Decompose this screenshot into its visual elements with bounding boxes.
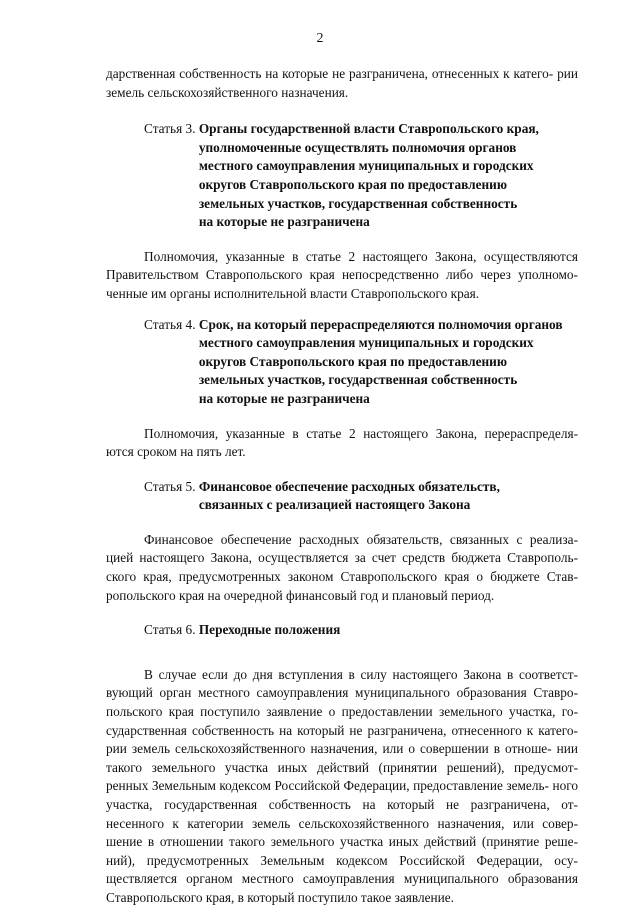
title-line: Переходные положения: [198, 622, 341, 638]
text-line: цией настоящего Закона, осуществляется за счет средств бюджета Ставрополь-: [106, 550, 578, 566]
title-line: местного самоуправления муниципальных и городских: [198, 335, 534, 351]
article-4-heading: [106, 316, 578, 409]
text-line: шение в отношении такого земельного участка иных действий (принятие реше-: [106, 834, 578, 850]
text-line: Ставропольского края, в который поступило такое заявление.: [106, 889, 454, 905]
article-title: [199, 478, 578, 515]
article-6-body: [106, 666, 578, 908]
text-line: рии земель сельскохозяйственного назначения.: [106, 66, 578, 100]
article-5-body: [106, 531, 578, 605]
text-line: ются сроком на пять лет.: [106, 444, 246, 460]
text-line: ществляется органом местного самоуправления муниципального образования: [106, 871, 578, 887]
text-line: Правительством Ставропольского края непосредственно либо через уполномо-: [106, 267, 578, 283]
article-label: Статья 6.: [144, 622, 199, 638]
text-line: рии земель сельскохозяйственного назначения, или о совершении в отноше-: [106, 741, 552, 757]
title-line: Органы государственной власти Ставропольского края,: [198, 121, 539, 137]
title-line: земельных участков, государственная собственность: [198, 372, 518, 388]
text-line: сударственная собственность на который не разграничена, отнесенного к катего-: [106, 722, 578, 738]
title-line: на которые не разграничена: [198, 390, 370, 406]
text-line: ний), предусмотренных Земельным кодексом Российской Федерации, осу-: [106, 852, 578, 868]
text-line: ропольского края на очередной финансовый год и плановый период.: [106, 587, 495, 603]
title-line: на которые не разграничена: [198, 214, 370, 230]
text-line: ренных Земельным кодексом Российской Федерации, предоставление земель-: [106, 778, 549, 794]
article-3-heading: [106, 120, 578, 232]
article-3-body: [106, 248, 578, 304]
text-line: ного участка, государственная собственность на который не разграничена, от-: [106, 778, 578, 812]
title-line: земельных участков, государственная собственность: [198, 195, 518, 211]
title-line: уполномоченные осуществлять полномочия органов: [198, 139, 517, 155]
article-label: Статья 3.: [144, 121, 199, 137]
title-line: округов Ставропольского края по предоставлению: [198, 353, 507, 369]
article-6-heading: [106, 621, 578, 640]
text-line: вующий орган местного самоуправления муниципального образования Ставро-: [106, 685, 578, 701]
article-5-heading: [106, 478, 578, 515]
text-line: Финансовое обеспечение расходных обязательств, связанных с реализа-: [144, 531, 578, 547]
text-line: Полномочия, указанные в статье 2 настоящего Закона, перераспределя-: [144, 425, 578, 441]
title-line: местного самоуправления муниципальных и городских: [198, 158, 534, 174]
title-line: Срок, на который перераспределяются полномочия органов: [198, 316, 563, 332]
article-title: [199, 316, 578, 409]
text-line: польского края поступило заявление о предоставлении земельного участка, го-: [106, 704, 578, 720]
title-line: связанных с реализацией настоящего Закона: [198, 497, 471, 513]
article-label: Статья 4.: [144, 316, 199, 332]
text-line: несенного к категории земель сельскохозяйственного назначения, или совер-: [106, 815, 578, 831]
article-title: [199, 621, 578, 640]
title-line: округов Ставропольского края по предоставлению: [198, 176, 507, 192]
page-number: 2: [316, 31, 324, 46]
article-label: Статья 5.: [144, 478, 199, 494]
text-line: В случае если до дня вступления в силу настоящего Закона в соответст-: [144, 666, 578, 682]
text-line: ского края, предусмотренных законом Ставропольского края о бюджете Став-: [106, 569, 578, 585]
article-title: [199, 120, 578, 232]
document-body: [106, 65, 578, 908]
text-line: дарственная собственность на которые не разграничена, отнесенных к катего-: [106, 66, 554, 81]
article-4-body: [106, 425, 578, 462]
intro-paragraph: [106, 65, 578, 102]
text-line: Полномочия, указанные в статье 2 настоящего Закона, осуществляются: [144, 248, 578, 264]
title-line: Финансовое обеспечение расходных обязательств,: [198, 478, 500, 494]
text-line: нии такого земельного участка иных действий (принятии решений), предусмот-: [106, 741, 578, 775]
text-line: ченные им органы исполнительной власти Ставропольского края.: [106, 285, 480, 301]
